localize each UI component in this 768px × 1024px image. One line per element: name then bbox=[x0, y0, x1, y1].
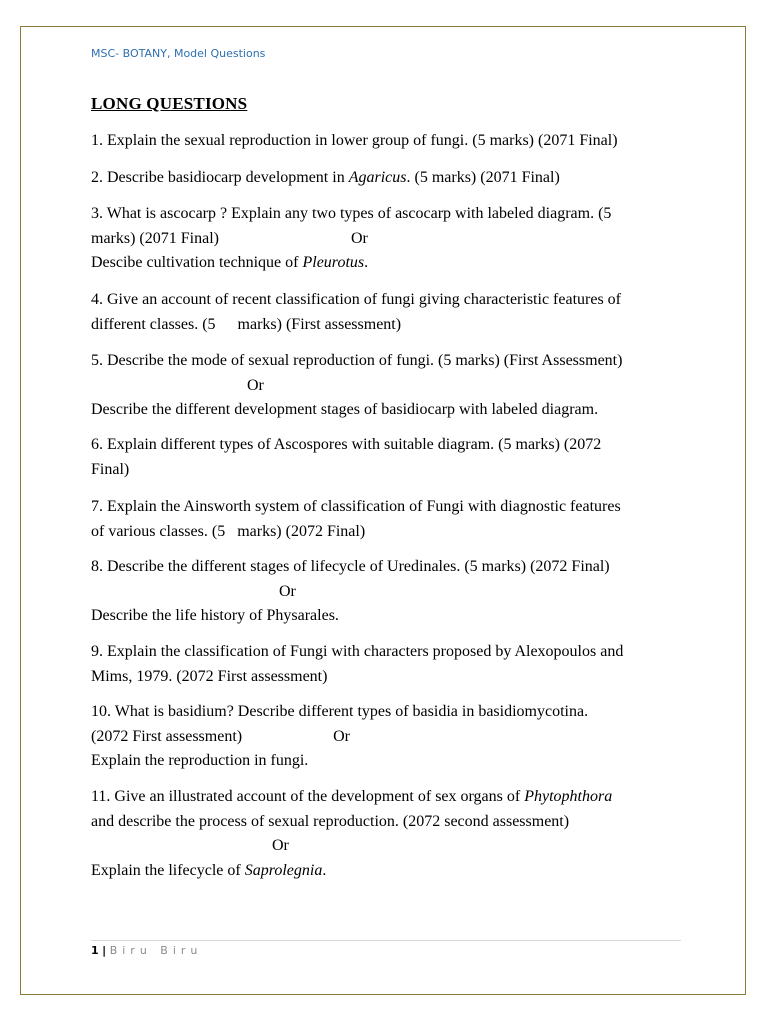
question-1-text: 1. Explain the sexual reproduction in lower group of fungi. (5 marks) (2071 Final) bbox=[91, 132, 618, 149]
question-3-marks: marks) (2071 Final) bbox=[91, 229, 219, 247]
question-9 bbox=[91, 640, 691, 689]
or-label: Or bbox=[350, 229, 368, 247]
question-11-text: 11. Give an illustrated account of the development of sex organs of bbox=[91, 788, 525, 805]
question-8-line-1: 8. Describe the different stages of lifecycle of Uredinales. (5 marks) (2072 Final) bbox=[91, 558, 610, 575]
question-6-line-1: 6. Explain different types of Ascospores with suitable diagram. (5 marks) (2072 bbox=[91, 436, 602, 453]
question-3-alt-end: . bbox=[364, 254, 369, 271]
question-3 bbox=[91, 202, 691, 276]
question-10 bbox=[91, 700, 691, 774]
question-10-line-1: 10. What is basidium? Describe different types of basidia in basidiomycotina. bbox=[91, 703, 589, 720]
or-label: Or bbox=[272, 837, 289, 854]
page-number: 1 bbox=[91, 944, 99, 957]
question-4-line-2 bbox=[91, 313, 691, 338]
question-2-line bbox=[91, 166, 691, 191]
question-7-text: of various classes. (5 bbox=[91, 522, 226, 540]
page-footer bbox=[91, 944, 202, 957]
or-label: Or bbox=[247, 376, 264, 394]
footer-separator: | bbox=[102, 944, 107, 957]
question-11-line-2: and describe the process of sexual reproduction. (2072 second assessment) bbox=[91, 812, 570, 830]
question-7-line-1: 7. Explain the Ainsworth system of classification of Fungi with diagnostic features bbox=[91, 498, 621, 515]
question-11-alt-text: Explain the lifecycle of bbox=[91, 861, 245, 879]
question-11-alt-end: . bbox=[322, 861, 327, 879]
question-3-line-2 bbox=[91, 227, 691, 252]
question-3-alternative bbox=[91, 251, 691, 276]
question-2-text: 2. Describe basidiocarp development in bbox=[91, 169, 349, 186]
question-10-alternative: Explain the reproduction in fungi. bbox=[91, 752, 309, 769]
question-11-or-line bbox=[91, 834, 691, 859]
question-4-text: different classes. (5 bbox=[91, 315, 216, 333]
question-5-alternative: Describe the different development stages of basidiocarp with labeled diagram. bbox=[91, 401, 599, 418]
question-4-line-1: 4. Give an account of recent classification of fungi giving characteristic features of bbox=[91, 291, 621, 308]
question-4-marks: marks) (First assessment) bbox=[237, 315, 402, 333]
question-9-line-2: Mims, 1979. (2072 First assessment) bbox=[91, 667, 328, 685]
footer-author: Biru Biru bbox=[109, 944, 203, 957]
question-5-or-line bbox=[91, 374, 691, 399]
or-label: Or bbox=[279, 582, 296, 600]
question-7-line-2 bbox=[91, 520, 691, 545]
question-2-marks: . (5 marks) (2071 Final) bbox=[406, 169, 560, 186]
question-6-line-2: Final) bbox=[91, 460, 130, 478]
footer-divider bbox=[91, 940, 681, 941]
question-11-line-1 bbox=[91, 785, 691, 810]
question-3-alt-italic: Pleurotus bbox=[302, 254, 365, 271]
question-3-line-1: 3. What is ascocarp ? Explain any two types of ascocarp with labeled diagram. (5 bbox=[91, 205, 612, 222]
question-5 bbox=[91, 349, 691, 423]
question-2 bbox=[91, 166, 691, 191]
question-11-italic-term: Phytophthora bbox=[524, 788, 613, 805]
question-2-italic-term: Agaricus bbox=[348, 169, 407, 186]
question-5-line-1: 5. Describe the mode of sexual reproduction of fungi. (5 marks) (First Assessment) bbox=[91, 352, 623, 369]
question-1 bbox=[91, 129, 691, 154]
question-3-alt-text: Descibe cultivation technique of bbox=[91, 254, 303, 271]
question-10-line-2 bbox=[91, 725, 691, 750]
running-header: MSC- BOTANY, Model Questions bbox=[91, 47, 266, 60]
question-7 bbox=[91, 495, 691, 544]
question-9-line-1: 9. Explain the classification of Fungi with characters proposed by Alexopoulos and bbox=[91, 643, 624, 660]
or-label: Or bbox=[333, 727, 350, 745]
question-8-or-line bbox=[91, 580, 691, 605]
question-11-alt-italic: Saprolegnia bbox=[244, 861, 323, 879]
section-heading: LONG QUESTIONS bbox=[91, 94, 248, 113]
question-11 bbox=[91, 785, 691, 883]
question-6 bbox=[91, 433, 691, 482]
question-11-alternative bbox=[91, 859, 691, 884]
question-4 bbox=[91, 288, 691, 337]
question-8 bbox=[91, 555, 691, 629]
question-7-marks: marks) (2072 Final) bbox=[237, 522, 366, 540]
question-8-alternative: Describe the life history of Physarales. bbox=[91, 607, 339, 624]
question-10-marks: (2072 First assessment) bbox=[91, 727, 243, 745]
